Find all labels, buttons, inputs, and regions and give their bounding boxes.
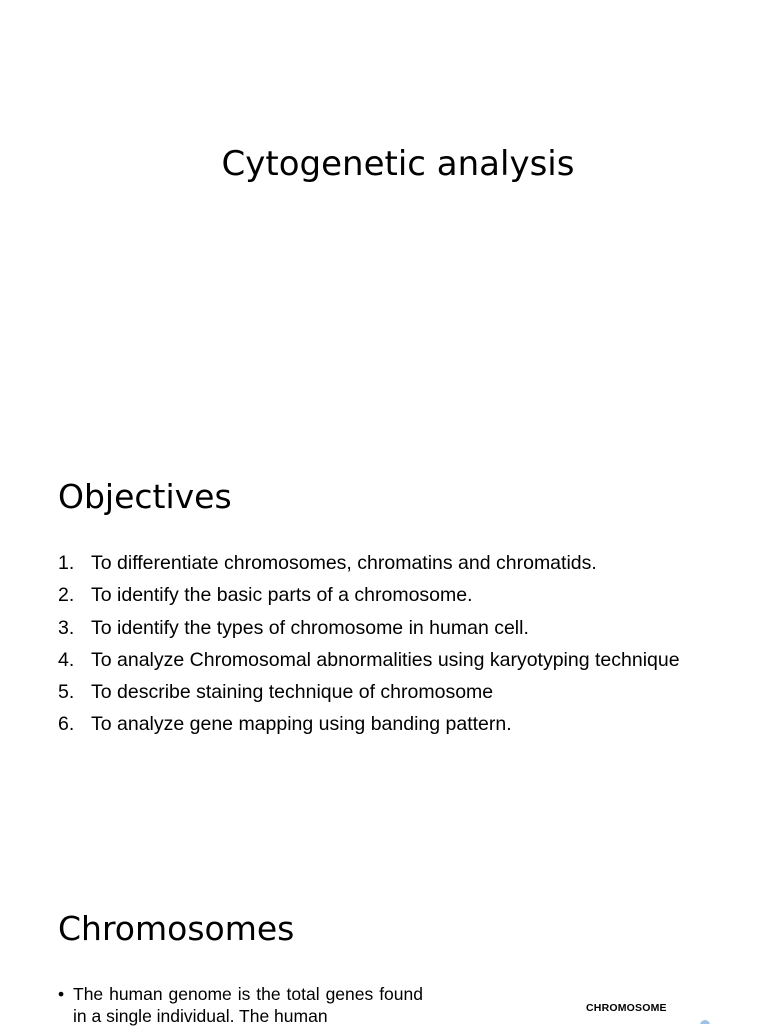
list-item-number: 3. [58, 616, 75, 639]
list-item [58, 612, 748, 644]
list-item-text: To differentiate chromosomes, chromatins and chromatids. [91, 552, 597, 574]
chromosomes-bullet [58, 983, 423, 1027]
list-item [58, 676, 748, 708]
bullet-dot: • [58, 984, 65, 1004]
list-item [58, 644, 748, 676]
figure-label: CHROMOSOME [586, 1002, 667, 1014]
list-item-number: 1. [58, 552, 75, 574]
list-item-number: 4. [58, 648, 75, 671]
list-item-number: 5. [58, 681, 75, 704]
chromosomes-paragraph: The human genome is the total genes found in a single individual. The human [73, 984, 423, 1026]
list-item-text: To identify the basic parts of a chromosome. [91, 584, 473, 607]
objectives-list [58, 547, 748, 741]
list-item-number: 6. [58, 713, 75, 736]
list-item-number: 2. [58, 584, 75, 607]
list-item [58, 708, 748, 740]
list-item-text: To analyze gene mapping using banding pattern. [91, 713, 512, 736]
chromosomes-heading: Chromosomes [58, 909, 295, 948]
list-item-text: To identify the types of chromosome in human cell. [91, 616, 529, 639]
slide-title: Cytogenetic analysis [221, 144, 575, 184]
list-item [58, 579, 748, 611]
list-item-text: To analyze Chromosomal abnormalities using karyotyping technique [91, 648, 680, 671]
figure-mark [700, 1020, 710, 1024]
chromosome-figure [470, 990, 768, 1024]
list-item-text: To describe staining technique of chromosome [91, 681, 494, 704]
objectives-heading: Objectives [58, 477, 232, 516]
list-item [58, 547, 748, 579]
